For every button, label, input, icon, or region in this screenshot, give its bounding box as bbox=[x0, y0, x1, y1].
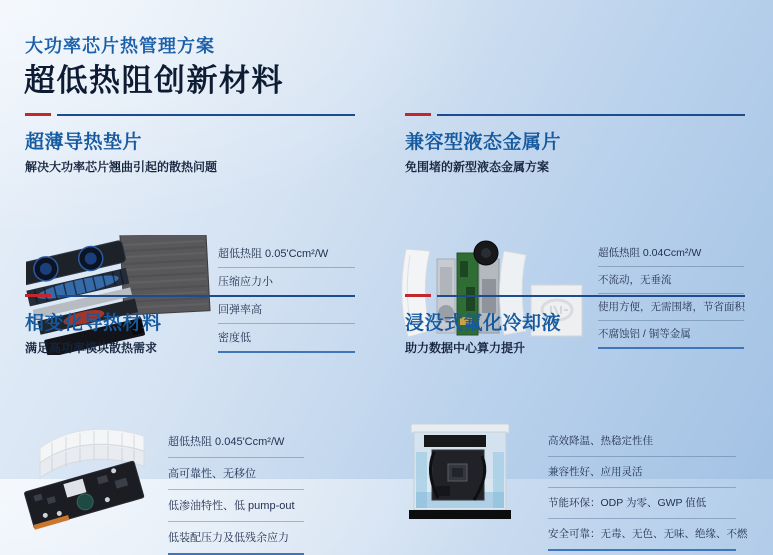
divider-red-segment bbox=[25, 113, 51, 116]
section-subtitle: 助力数据中心算力提升 bbox=[405, 341, 526, 355]
section-divider bbox=[405, 113, 745, 116]
divider-red-segment bbox=[25, 294, 51, 297]
section-subtitle: 满足高功率模块散热需求 bbox=[25, 341, 158, 355]
page-kicker: 大功率芯片热管理方案 bbox=[25, 36, 215, 56]
section-subtitle: 解决大功率芯片翘曲引起的散热问题 bbox=[25, 160, 218, 174]
divider-blue-line bbox=[57, 114, 355, 116]
spec-item: 密度低 bbox=[218, 324, 355, 353]
spec-item: 高可靠性、无移位 bbox=[168, 458, 304, 490]
section-title: 浸没式氟化冷却液 bbox=[405, 313, 562, 334]
section-divider bbox=[405, 294, 745, 297]
spec-item: 使用方便，无需围堵，节省面积 bbox=[598, 294, 744, 321]
section-phase-change bbox=[25, 294, 355, 544]
section-title: 兼容型液态金属片 bbox=[405, 132, 562, 153]
divider-blue-line bbox=[57, 295, 355, 297]
page-title: 超低热阻创新材料 bbox=[24, 63, 284, 98]
spec-item: 超低热阻 0.04Ccm²/W bbox=[598, 240, 744, 267]
spec-list bbox=[548, 426, 748, 551]
section-title: 超薄导热垫片 bbox=[25, 132, 143, 153]
section-subtitle: 免围堵的新型液态金属方案 bbox=[405, 160, 550, 174]
spec-item: 超低热阻 0.045'Ccm²/W bbox=[168, 426, 304, 458]
spec-item: 不流动，无垂流 bbox=[598, 267, 744, 294]
section-title: 相变化导热材料 bbox=[25, 313, 162, 334]
divider-blue-line bbox=[437, 295, 745, 297]
section-divider bbox=[25, 113, 355, 116]
spec-item: 低渗油特性、低 pump-out bbox=[168, 490, 304, 522]
spec-item: 兼容性好、应用灵活 bbox=[548, 457, 736, 488]
spec-item: 节能环保：ODP 为零、GWP 值低 bbox=[548, 488, 736, 519]
spec-item: 回弹率高 bbox=[218, 296, 355, 324]
spec-item: 压缩应力小 bbox=[218, 268, 355, 296]
immersion-tank-illustration bbox=[408, 422, 514, 522]
spec-item: 不腐蚀铝 / 铜等金属 bbox=[598, 321, 744, 349]
spec-item: 低装配压力及低残余应力 bbox=[168, 522, 304, 555]
spec-list bbox=[168, 426, 304, 555]
divider-red-segment bbox=[405, 113, 431, 116]
phase-change-material-illustration bbox=[22, 418, 170, 536]
spec-item: 超低热阻 0.05'Ccm²/W bbox=[218, 240, 355, 268]
spec-item: 高效降温、热稳定性佳 bbox=[548, 426, 736, 457]
spec-item: 安全可靠：无毒、无色、无味、绝缘、不燃 bbox=[548, 519, 736, 551]
section-divider bbox=[25, 294, 355, 297]
divider-red-segment bbox=[405, 294, 431, 297]
divider-blue-line bbox=[437, 114, 745, 116]
section-immersion-coolant bbox=[405, 294, 748, 540]
